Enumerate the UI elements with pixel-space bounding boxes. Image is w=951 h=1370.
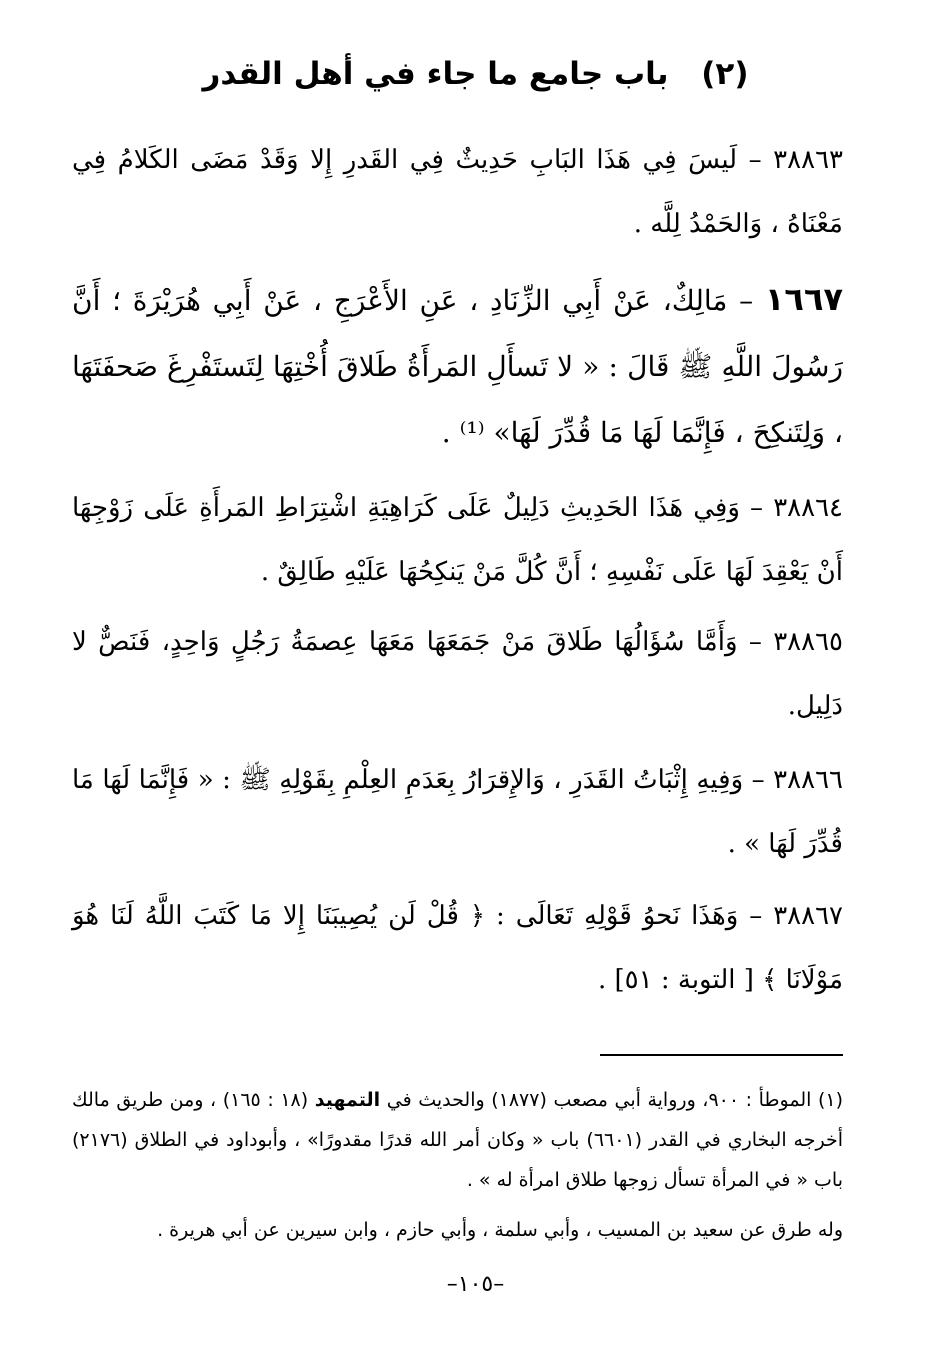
commentary-paragraph-38865 [72, 610, 843, 738]
footnote-1 [72, 1080, 843, 1200]
commentary-paragraph-38864 [72, 476, 843, 604]
chapter-title: باب جامع ما جاء في أهل القدر [202, 56, 669, 92]
commentary-paragraph-38863 [72, 128, 843, 256]
paragraph-text: – وَفِي هَذَا الحَدِيثِ دَلِيلٌ عَلَى كَرَاهِيَةِ اشْتِرَاطِ المَرأَةِ عَلَى زَوْجِهَا أَنْ يَعْقِدَ لَهَا عَلَى نَفْسِهِ ؛ أَنَّ كُلَّ مَنْ يَنكِحُهَا عَلَيْهِ طَالِقٌ . [72, 493, 843, 587]
footnote-extra [72, 1210, 843, 1250]
paragraph-number: ٣٨٨٦٥ [773, 627, 844, 657]
paragraph-text: – وَأَمَّا سُؤَالُهَا طَلاقَ مَنْ جَمَعَهَا مَعَهَا عِصمَةُ رَجُلٍ وَاحِدٍ، فَنَصٌّ لا دَلِيل. [72, 627, 843, 721]
commentary-paragraph-38867 [72, 884, 843, 1012]
paragraph-text: – وَفِيهِ إِثْبَاتُ القَدَرِ ، وَالإِقرَارُ بِعَدَمِ العِلْمِ بِقَوْلِهِ ﷺ : « فَإِنَّمَا لَهَا مَا قُدِّرَ لَهَا » . [72, 765, 843, 859]
paragraph-number: ٣٨٨٦٤ [773, 493, 844, 523]
chapter-heading [0, 52, 951, 96]
hadith-number: ١٦٦٧ [764, 280, 844, 318]
footnote-separator [600, 1054, 843, 1056]
footnote-text-b: (١٨ : ١٦٥) ، ومن طريق مالك أخرجه البخاري في القدر (٦٦٠١) باب « وكان أمر الله قدرًا مقدورًا» ، وأبوداود في الطلاق (٢١٧٦) باب « في المرأة تسأل زوجها طلاق امرأة له » . [72, 1089, 843, 1191]
footnote-text-c: وله طرق عن سعيد بن المسيب ، وأبي سلمة ، وأبي حازم ، وابن سيرين عن أبي هريرة . [157, 1219, 843, 1241]
paragraph-number: ٣٨٨٦٧ [773, 901, 844, 931]
footnote-book-title: التمهيد [314, 1089, 381, 1111]
commentary-paragraph-38866 [72, 748, 843, 876]
paragraph-number: ٣٨٨٦٣ [773, 145, 843, 175]
paragraph-text: – لَيسَ فِي هَذَا البَابِ حَدِيثٌ فِي القَدرِ إِلا وَقَدْ مَضَى الكَلامُ فِي مَعْنَاهُ ، وَالحَمْدُ لِلَّه . [72, 145, 843, 239]
page-number: –١٠٥– [446, 1272, 505, 1297]
hadith-text: – مَالِكٌ، عَنْ أَبِي الزِّنَادِ ، عَنِ الأَعْرَجِ ، عَنْ أَبِي هُرَيْرَةَ ؛ أَنَّ رَسُولَ اللَّهِ ﷺ قَالَ : « لا تَسأَلِ المَرأَةُ طَلاقَ أُخْتِهَا لِتَستَفْرِغَ صَحفَتَهَا ، وَلِتَنكِحَ ، فَإِنَّمَا لَهَا مَا قُدِّرَ لَهَا» ⁽¹⁾ . [72, 284, 843, 449]
chapter-number: (٢) [701, 56, 749, 92]
hadith-paragraph-1667 [72, 266, 843, 466]
footnote-text-a: (١) الموطأ : ٩٠٠، ورواية أبي مصعب (١٨٧٧) والحديث في [386, 1089, 844, 1111]
paragraph-number: ٣٨٨٦٦ [773, 765, 843, 795]
paragraph-text: – وَهَذَا نَحوُ قَوْلِهِ تَعَالَى : ﴿ قُلْ لَن يُصِيبَنَا إِلا مَا كَتَبَ اللَّهُ لَنَا هُوَ مَوْلَانَا ﴾ [ التوبة : ٥١] . [72, 901, 843, 995]
